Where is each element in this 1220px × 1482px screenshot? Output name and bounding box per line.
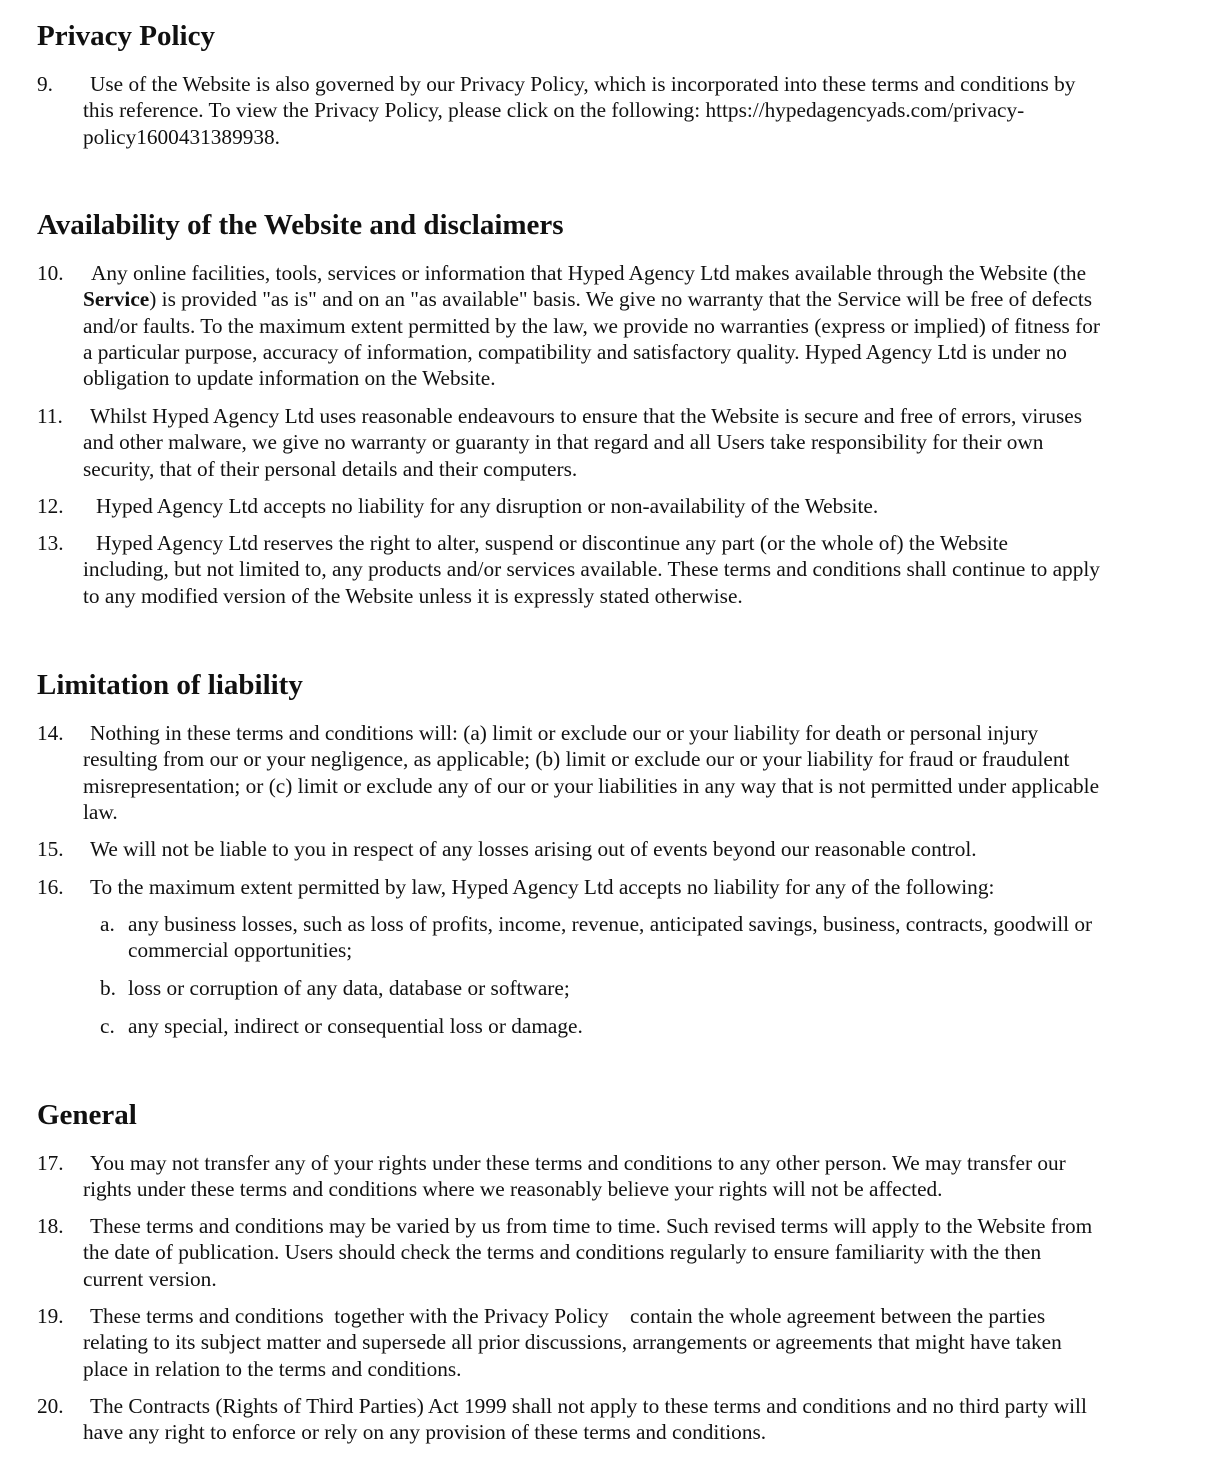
- section-heading-availability: Availability of the Website and disclaimers: [37, 209, 564, 241]
- clause-number: 15.: [37, 837, 64, 861]
- clause-line: to any modified version of the Website unless it is expressly stated otherwise.: [83, 583, 743, 608]
- clause-line: misrepresentation; or (c) limit or exclude any of our or your liabilities in any way that is not permitted under applicable: [83, 773, 1100, 798]
- subclause-text: [128, 975, 1188, 1001]
- clause-line: policy1600431389938.: [83, 124, 280, 149]
- clause-line: security, that of their personal details and their computers.: [83, 456, 578, 481]
- clause-text: [83, 530, 1188, 609]
- defined-term-service: Service: [83, 287, 150, 312]
- clause-line: relating to its subject matter and supersede all prior discussions, arrangements or agreements that might have taken: [83, 1330, 1062, 1355]
- clause-line: current version.: [83, 1266, 217, 1291]
- clause-line: We will not be liable to you in respect of any losses arising out of events beyond our reasonable control.: [90, 837, 977, 861]
- clause-line: These terms and conditions may be varied by us from time to time. Such revised terms will apply to the Website from: [90, 1214, 1093, 1238]
- section-heading-limitation-of-liability: Limitation of liability: [37, 669, 303, 701]
- clause-line: Whilst Hyped Agency Ltd uses reasonable endeavours to ensure that the Website is secure and free of errors, viruses: [90, 404, 1083, 428]
- subclause-text: [128, 1013, 1188, 1039]
- clause-number: 12.: [37, 494, 64, 518]
- clause-line: this reference. To view the Privacy Policy, please click on the following: https://hypedagencyads.com/privacy-: [83, 98, 1025, 123]
- clause-number: 18.: [37, 1214, 64, 1238]
- clause-line: the date of publication. Users should check the terms and conditions regularly to ensure familiarity with the then: [83, 1240, 1042, 1265]
- clause-text: [83, 874, 1188, 900]
- clause-line: Any online facilities, tools, services or information that Hyped Agency Ltd makes available through the Website (the: [91, 261, 1087, 285]
- subclause-letter: c.: [100, 1014, 115, 1038]
- clause-line: These terms and conditions together with the Privacy Policy contain the whole agreement between the parties: [90, 1304, 1046, 1328]
- clause-number: 16.: [37, 875, 64, 899]
- clause-text: [83, 493, 1188, 519]
- clause-line: obligation to update information on the Website.: [83, 366, 496, 391]
- clause-line: Hyped Agency Ltd accepts no liability for any disruption or non-availability of the Website.: [96, 494, 879, 518]
- clause-line: loss or corruption of any data, database or software;: [128, 976, 570, 1000]
- clause-text: [83, 1150, 1188, 1203]
- clause-line: commercial opportunities;: [128, 938, 353, 963]
- clause-text: [83, 1213, 1188, 1292]
- clause-line: have any right to enforce or rely on any provision of these terms and conditions.: [83, 1420, 767, 1445]
- clause-number: 10.: [37, 261, 64, 285]
- clause-line: Use of the Website is also governed by our Privacy Policy, which is incorporated into these terms and conditions by: [90, 72, 1076, 96]
- clause-number: 11.: [37, 404, 63, 428]
- clause-text: [83, 71, 1188, 150]
- clause-line: any business losses, such as loss of profits, income, revenue, anticipated savings, business, contracts, goodwill or: [128, 912, 1093, 936]
- subclause-letter: b.: [100, 976, 116, 1000]
- clause-line: any special, indirect or consequential loss or damage.: [128, 1014, 583, 1038]
- clause-text: [83, 1393, 1188, 1446]
- clause-line: and other malware, we give no warranty or guaranty in that regard and all Users take responsibility for their own: [83, 430, 1044, 455]
- clause-line-rest: ) is provided "as is" and on an "as available" basis. We give no warranty that the Service will be free of defects: [149, 287, 1093, 312]
- clause-line: Hyped Agency Ltd reserves the right to alter, suspend or discontinue any part (or the whole of) the Website: [96, 531, 1008, 555]
- clause-number: 17.: [37, 1151, 64, 1175]
- subclause-text: [128, 911, 1188, 964]
- clause-line: and/or faults. To the maximum extent permitted by the law, we provide no warranties (express or implied) of fitness for: [83, 313, 1100, 338]
- clause-line: To the maximum extent permitted by law, Hyped Agency Ltd accepts no liability for any of the following:: [90, 875, 995, 899]
- clause-line: [83, 286, 1188, 312]
- section-heading-privacy-policy: Privacy Policy: [37, 20, 215, 52]
- clause-line: a particular purpose, accuracy of information, compatibility and satisfactory quality. Hyped Agency Ltd is under no: [83, 339, 1067, 364]
- subclause-letter: a.: [100, 912, 115, 936]
- clause-line: The Contracts (Rights of Third Parties) Act 1999 shall not apply to these terms and conditions and no third party will: [90, 1394, 1087, 1418]
- clause-number: 13.: [37, 531, 64, 555]
- clause-text: [83, 260, 1188, 391]
- clause-number: 14.: [37, 721, 64, 745]
- clause-text: [83, 1303, 1188, 1382]
- clause-text: [83, 836, 1188, 862]
- clause-line: rights under these terms and conditions where we reasonably believe your rights will not be affected.: [83, 1177, 943, 1202]
- clause-line: You may not transfer any of your rights under these terms and conditions to any other person. We may transfer our: [90, 1151, 1066, 1175]
- clause-line: including, but not limited to, any products and/or services available. These terms and conditions shall continue to apply: [83, 557, 1100, 582]
- clause-line: Nothing in these terms and conditions will: (a) limit or exclude our or your liability for death or personal injury: [90, 721, 1039, 745]
- clause-number: 9.: [37, 72, 53, 96]
- clause-text: [83, 403, 1188, 482]
- clause-line: place in relation to the terms and conditions.: [83, 1356, 462, 1381]
- clause-number: 20.: [37, 1394, 64, 1418]
- clause-line: law.: [83, 799, 118, 824]
- clause-text: [83, 720, 1188, 825]
- clause-number: 19.: [37, 1304, 64, 1328]
- section-heading-general: General: [37, 1099, 137, 1131]
- clause-line: resulting from our or your negligence, as applicable; (b) limit or exclude our or your liability for fraud or fraudulent: [83, 747, 1070, 772]
